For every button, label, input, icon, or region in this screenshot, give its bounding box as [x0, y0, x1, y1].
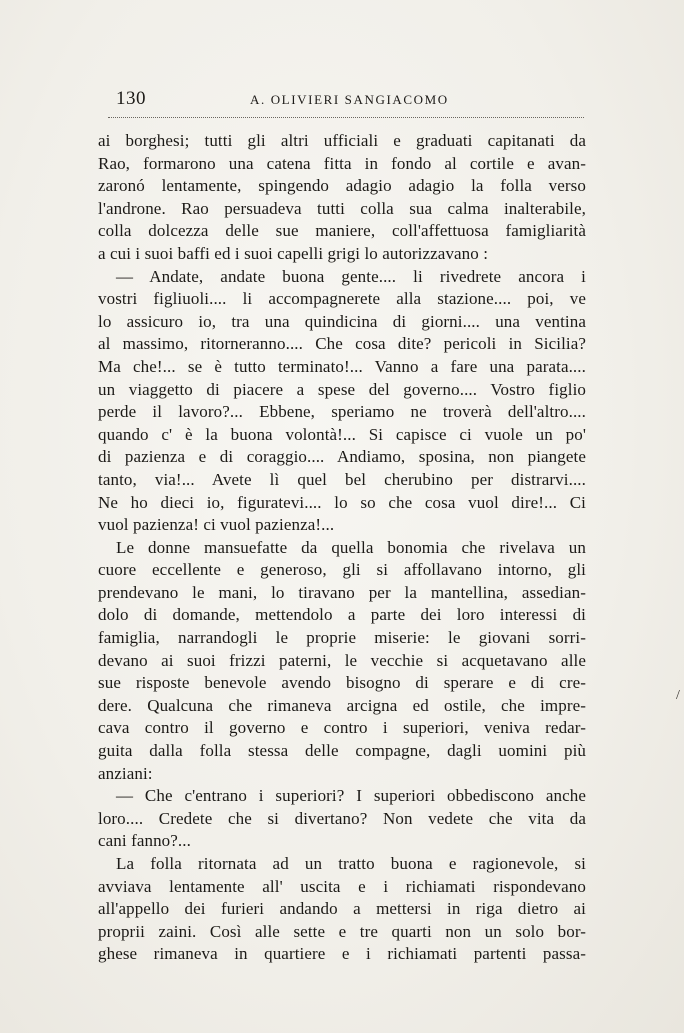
text-line: al massimo, ritorneranno.... Che cosa dite? pericoli in Sicilia?: [98, 334, 586, 354]
text-line: zaronó lentamente, spingendo adagio adagio la folla verso: [98, 176, 586, 196]
text-line: devano ai suoi frizzi paterni, le vecchie si acquetavano alle: [98, 650, 586, 670]
text-line: Rao, formarono una catena fitta in fondo al cortile e avan-: [98, 153, 586, 173]
text-line: cani fanno?...: [98, 831, 191, 851]
margin-mark: /: [676, 688, 680, 703]
text-line: colla dolcezza delle sue maniere, coll'affettuosa famigliarità: [98, 221, 586, 241]
header-rule: [108, 117, 584, 118]
text-line: vuol pazienza! ci vuol pazienza!...: [98, 515, 335, 535]
text-line: un viaggetto di piacere a spese del governo.... Vostro figlio: [98, 379, 586, 399]
text-line: Le donne mansuefatte da quella bonomia che rivelava un: [116, 537, 586, 557]
text-line: La folla ritornata ad un tratto buona e ragionevole, si: [116, 854, 586, 873]
text-line: lo assicuro io, tra una quindicina di giorni.... una ventina: [98, 311, 586, 331]
text-line: l'androne. Rao persuadeva tutti colla sua calma inalterabile,: [98, 198, 586, 218]
text-line: a cui i suoi baffi ed i suoi capelli grigi lo autorizzavano :: [98, 243, 489, 263]
text-line: loro.... Credete che si divertano? Non vedete che vita da: [98, 808, 586, 828]
text-line: cava contro il governo e contro i superiori, veniva redar-: [98, 718, 586, 738]
text-line: anziani:: [98, 763, 153, 783]
text-line: sue risposte benevole avendo bisogno di sperare e di cre-: [98, 673, 586, 693]
page-number: 130: [116, 88, 146, 109]
text-line: avviava lentamente all' uscita e i richiamati rispondevano: [98, 876, 586, 896]
running-head: [116, 86, 584, 116]
text-line: prendevano le mani, lo tiravano per la mantellina, assedian-: [98, 582, 586, 602]
text-line: tanto, via!... Avete lì quel bel cherubino per distrarvi....: [98, 469, 586, 489]
text-line: cuore eccellente e generoso, gli si affollavano intorno, gli: [98, 560, 586, 580]
text-line: di pazienza e di coraggio.... Andiamo, sposina, non piangete: [98, 447, 586, 467]
text-line: dolo di domande, mettendolo a parte dei loro interessi di: [98, 605, 586, 625]
text-line: perde il lavoro?... Ebbene, speriamo ne troverà dell'altro....: [98, 402, 586, 422]
text-line: proprii zaini. Così alle sette e tre quarti non un solo bor-: [98, 921, 586, 941]
text-line: ai borghesi; tutti gli altri ufficiali e graduati capitanati da: [98, 131, 586, 150]
running-title: A. OLIVIERI SANGIACOMO: [250, 92, 449, 107]
text-line: Ma che!... se è tutto terminato!... Vanno a fare una parata....: [98, 356, 586, 376]
text-line: — Che c'entrano i superiori? I superiori obbediscono anche: [116, 786, 586, 806]
text-line: ghese rimaneva in quartiere e i richiamati partenti passa-: [98, 944, 586, 964]
text-line: guita dalla folla stessa delle compagne, dagli uomini più: [98, 741, 586, 761]
text-line: quando c' è la buona volontà!... Si capisce ci vuole un po': [98, 424, 586, 444]
text-line: — Andate, andate buona gente.... li rivedrete ancora i: [116, 266, 586, 286]
text-line: famiglia, narrandogli le proprie miserie: le giovani sorri-: [98, 628, 586, 648]
text-line: Ne ho dieci io, figuratevi.... lo so che cosa vuol dire!... Ci: [98, 492, 586, 512]
text-line: vostri figliuoli.... li accompagnerete alla stazione.... poi, ve: [98, 289, 586, 309]
text-line: dere. Qualcuna che rimaneva arcigna ed ostile, che impre-: [98, 695, 586, 715]
text-line: all'appello dei furieri andando a mettersi in riga dietro ai: [98, 899, 586, 919]
body-text: [98, 130, 586, 966]
